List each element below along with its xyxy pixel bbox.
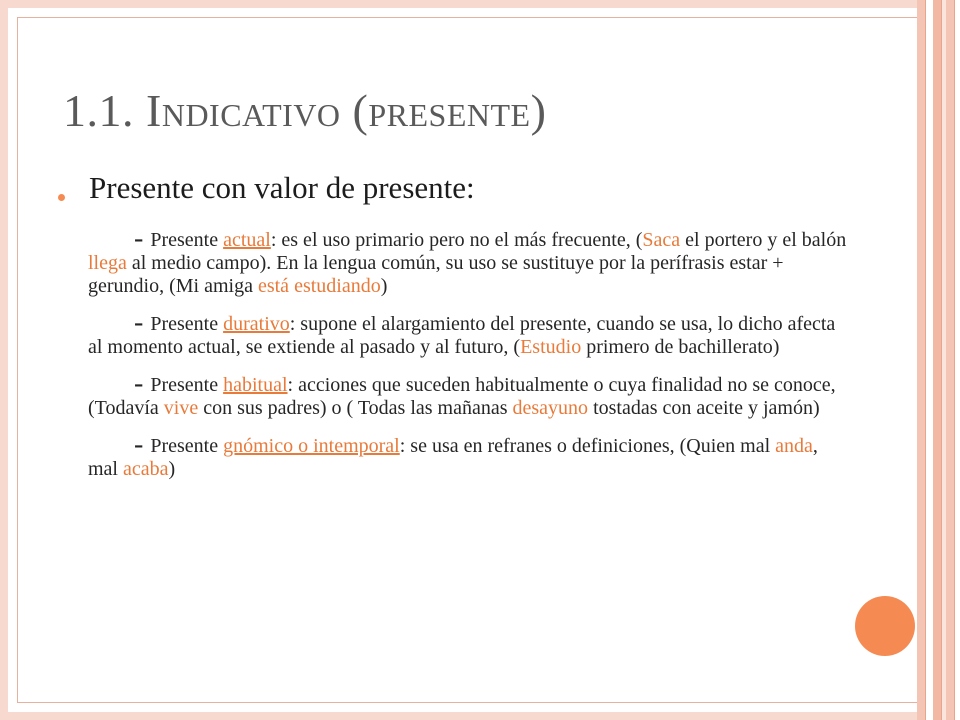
highlighted-verb: desayuno (512, 397, 589, 419)
highlighted-verb: anda (775, 435, 813, 457)
bullet-dot-icon (58, 194, 65, 201)
body-text: Presente (150, 435, 224, 457)
dash-marker: - (134, 223, 151, 254)
title-word: ndicativo (161, 85, 341, 136)
body-text: Presente (150, 374, 224, 396)
body-text: con sus padres) o ( Todas las mañanas (198, 397, 513, 419)
slide-body (88, 223, 848, 494)
term-label: durativo (223, 313, 290, 335)
title-paren-word: presente (368, 85, 531, 136)
body-paragraph (88, 223, 848, 298)
body-text: : supone el alargamiento del presente, cuando se usa, lo dicho afecta al momento actual, se extiende al pasado y al futuro, ( (88, 313, 836, 358)
body-text: tostadas con aceite y jamón) (588, 397, 820, 419)
term-label: habitual (223, 374, 288, 396)
title-paren-close: ) (530, 85, 547, 136)
body-text: ) (168, 458, 176, 480)
body-text: Presente (150, 313, 224, 335)
decorative-stripes (917, 0, 960, 720)
stripe-divider (925, 0, 926, 720)
dash-marker: - (134, 307, 151, 338)
body-text: : acciones que suceden habitualmente o cuya finalidad no se conoce, (Todavía (88, 374, 836, 419)
accent-circle (855, 596, 915, 656)
body-text: el portero y el balón (680, 229, 847, 251)
dash-marker: - (134, 368, 151, 399)
bullet-text: Presente con valor de presente: (89, 170, 475, 205)
title-initial: I (146, 85, 162, 136)
stripe-divider (941, 0, 942, 720)
body-text: : se usa en refranes o definiciones, (Quien mal (399, 435, 776, 457)
body-text: ) (380, 275, 388, 297)
highlighted-verb: llega (88, 252, 127, 274)
body-text: primero de bachillerato) (581, 336, 780, 358)
body-paragraph (88, 368, 848, 420)
highlighted-verb: Saca (642, 229, 681, 251)
title-paren-open: ( (340, 85, 369, 136)
highlighted-verb: acaba (123, 458, 169, 480)
body-text: Presente (150, 229, 224, 251)
term-label: actual (223, 229, 271, 251)
body-paragraph (88, 429, 848, 481)
highlighted-verb: vive (163, 397, 199, 419)
body-text: , mal (88, 435, 818, 480)
highlighted-verb: Estudio (520, 336, 582, 358)
body-text: : es el uso primario pero no el más frecuente, ( (270, 229, 643, 251)
title-number: 1.1. (63, 85, 146, 136)
body-text: al medio campo). En la lengua común, su uso se sustituye por la perífrasis estar + gerundio, (Mi amiga (88, 252, 784, 297)
highlighted-verb: está estudiando (257, 275, 381, 297)
body-paragraph (88, 307, 848, 359)
term-label: gnómico o intemporal (223, 435, 400, 457)
stripe-divider (954, 0, 955, 720)
slide-title (63, 84, 546, 137)
dash-marker: - (134, 429, 151, 460)
